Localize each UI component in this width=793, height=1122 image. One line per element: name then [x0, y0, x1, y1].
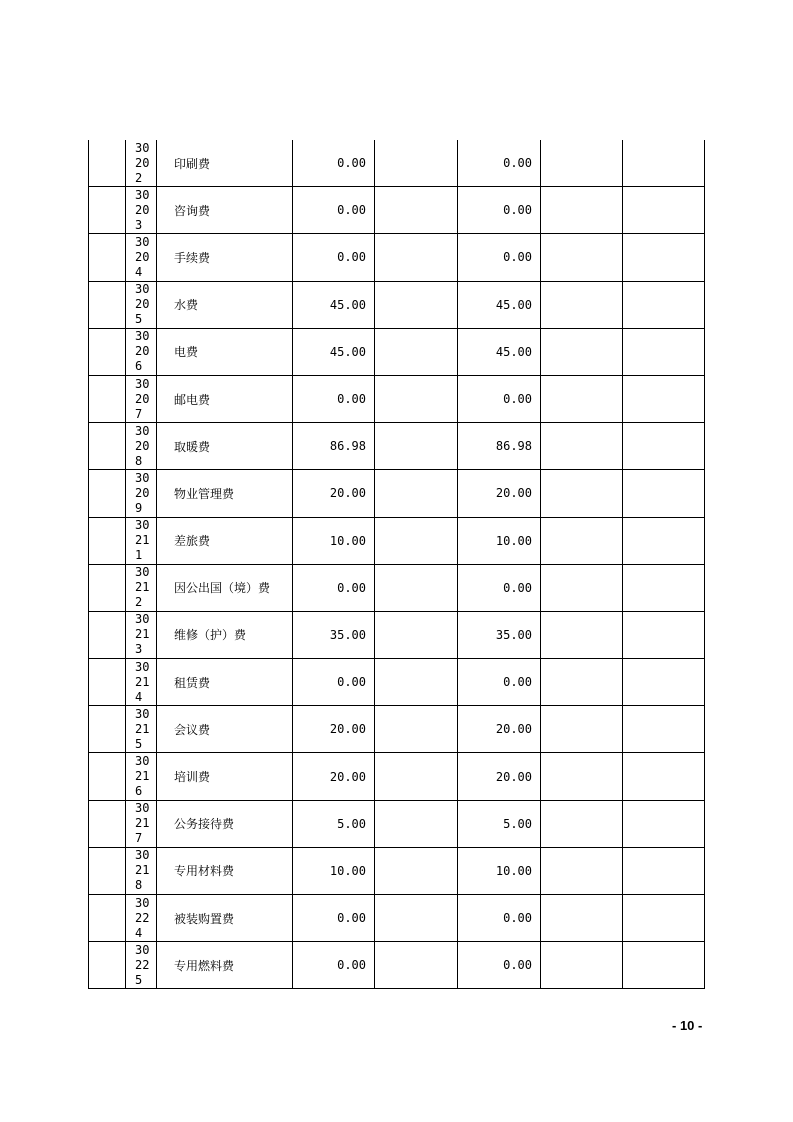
code-cell — [126, 847, 157, 894]
item-name-cell: 物业管理费 — [157, 470, 293, 517]
amount-total-cell: 0.00 — [293, 375, 375, 422]
code-line: 30 — [135, 518, 150, 533]
blank-cell — [89, 423, 126, 470]
empty-cell — [375, 140, 458, 187]
blank-cell — [89, 470, 126, 517]
table-row — [89, 140, 705, 187]
blank-cell — [89, 800, 126, 847]
code-line: 2 — [135, 595, 143, 610]
code-line: 30 — [135, 848, 150, 863]
amount-basic-cell: 0.00 — [458, 564, 541, 611]
amount-total-cell: 45.00 — [293, 281, 375, 328]
empty-cell — [623, 375, 705, 422]
table-row — [89, 800, 705, 847]
code-cell — [126, 895, 157, 942]
code-line: 21 — [135, 769, 150, 784]
empty-cell — [623, 423, 705, 470]
amount-total-cell: 0.00 — [293, 187, 375, 234]
empty-cell — [623, 234, 705, 281]
empty-cell — [623, 328, 705, 375]
empty-cell — [623, 706, 705, 753]
code-line: 4 — [135, 689, 143, 704]
amount-basic-cell: 0.00 — [458, 140, 541, 187]
code-line: 30 — [135, 706, 150, 721]
code-cell — [126, 517, 157, 564]
table-row — [89, 187, 705, 234]
code-line: 5 — [135, 312, 143, 327]
amount-total-cell: 0.00 — [293, 140, 375, 187]
empty-cell — [623, 753, 705, 800]
amount-basic-cell: 0.00 — [458, 942, 541, 989]
empty-cell — [375, 753, 458, 800]
empty-cell — [541, 187, 623, 234]
code-cell — [126, 234, 157, 281]
empty-cell — [541, 328, 623, 375]
code-line: 21 — [135, 533, 150, 548]
empty-cell — [541, 423, 623, 470]
blank-cell — [89, 706, 126, 753]
amount-basic-cell: 86.98 — [458, 423, 541, 470]
empty-cell — [375, 800, 458, 847]
table-row — [89, 517, 705, 564]
item-name-cell: 邮电费 — [157, 375, 293, 422]
amount-basic-cell: 0.00 — [458, 375, 541, 422]
code-cell — [126, 375, 157, 422]
empty-cell — [375, 706, 458, 753]
empty-cell — [623, 800, 705, 847]
code-line: 30 — [135, 187, 150, 202]
amount-basic-cell: 20.00 — [458, 706, 541, 753]
blank-cell — [89, 140, 126, 187]
empty-cell — [623, 517, 705, 564]
blank-cell — [89, 564, 126, 611]
empty-cell — [375, 659, 458, 706]
amount-basic-cell: 0.00 — [458, 659, 541, 706]
amount-total-cell: 35.00 — [293, 611, 375, 658]
item-name-cell: 水费 — [157, 281, 293, 328]
code-line: 5 — [135, 972, 143, 987]
empty-cell — [375, 234, 458, 281]
code-cell — [126, 753, 157, 800]
empty-cell — [541, 753, 623, 800]
blank-cell — [89, 847, 126, 894]
amount-total-cell: 20.00 — [293, 753, 375, 800]
code-line: 30 — [135, 659, 150, 674]
code-line: 30 — [135, 942, 150, 957]
table-body — [89, 140, 705, 989]
amount-total-cell: 20.00 — [293, 706, 375, 753]
code-cell — [126, 423, 157, 470]
code-line: 8 — [135, 878, 143, 893]
code-line: 2 — [135, 170, 143, 185]
amount-basic-cell: 20.00 — [458, 470, 541, 517]
item-name-cell: 维修（护）费 — [157, 611, 293, 658]
empty-cell — [623, 470, 705, 517]
code-line: 30 — [135, 801, 150, 816]
amount-basic-cell: 45.00 — [458, 281, 541, 328]
code-line: 20 — [135, 344, 150, 359]
empty-cell — [541, 611, 623, 658]
code-line: 30 — [135, 234, 150, 249]
empty-cell — [541, 659, 623, 706]
code-line: 21 — [135, 580, 150, 595]
table-row — [89, 564, 705, 611]
blank-cell — [89, 234, 126, 281]
empty-cell — [375, 375, 458, 422]
table-row — [89, 423, 705, 470]
code-cell — [126, 187, 157, 234]
empty-cell — [541, 564, 623, 611]
code-line: 30 — [135, 470, 150, 485]
table-row — [89, 328, 705, 375]
blank-cell — [89, 611, 126, 658]
blank-cell — [89, 659, 126, 706]
code-cell — [126, 800, 157, 847]
code-line: 4 — [135, 264, 143, 279]
item-name-cell: 取暖费 — [157, 423, 293, 470]
code-line: 5 — [135, 736, 143, 751]
code-cell — [126, 611, 157, 658]
amount-basic-cell: 0.00 — [458, 234, 541, 281]
code-cell — [126, 564, 157, 611]
blank-cell — [89, 328, 126, 375]
empty-cell — [541, 517, 623, 564]
amount-basic-cell: 20.00 — [458, 753, 541, 800]
blank-cell — [89, 187, 126, 234]
amount-total-cell: 5.00 — [293, 800, 375, 847]
code-line: 21 — [135, 863, 150, 878]
empty-cell — [375, 895, 458, 942]
amount-total-cell: 0.00 — [293, 895, 375, 942]
code-line: 20 — [135, 297, 150, 312]
blank-cell — [89, 281, 126, 328]
amount-total-cell: 0.00 — [293, 564, 375, 611]
table-row — [89, 847, 705, 894]
code-line: 6 — [135, 784, 143, 799]
code-line: 22 — [135, 910, 150, 925]
item-name-cell: 电费 — [157, 328, 293, 375]
empty-cell — [623, 847, 705, 894]
table-row — [89, 375, 705, 422]
code-line: 30 — [135, 329, 150, 344]
empty-cell — [375, 423, 458, 470]
empty-cell — [541, 281, 623, 328]
amount-total-cell: 10.00 — [293, 847, 375, 894]
empty-cell — [541, 234, 623, 281]
code-line: 20 — [135, 249, 150, 264]
empty-cell — [623, 281, 705, 328]
budget-table — [88, 140, 705, 989]
amount-total-cell: 10.00 — [293, 517, 375, 564]
table-row — [89, 611, 705, 658]
code-line: 3 — [135, 217, 143, 232]
amount-basic-cell: 35.00 — [458, 611, 541, 658]
empty-cell — [375, 564, 458, 611]
empty-cell — [375, 470, 458, 517]
code-cell — [126, 140, 157, 187]
code-line: 30 — [135, 895, 150, 910]
table-row — [89, 281, 705, 328]
item-name-cell: 公务接待费 — [157, 800, 293, 847]
blank-cell — [89, 375, 126, 422]
code-line: 20 — [135, 202, 150, 217]
empty-cell — [623, 140, 705, 187]
code-line: 7 — [135, 831, 143, 846]
empty-cell — [541, 895, 623, 942]
empty-cell — [541, 140, 623, 187]
code-line: 30 — [135, 140, 150, 155]
code-line: 6 — [135, 359, 143, 374]
code-line: 7 — [135, 406, 143, 421]
item-name-cell: 培训费 — [157, 753, 293, 800]
empty-cell — [623, 942, 705, 989]
page-number: - 10 - — [672, 1018, 703, 1033]
amount-basic-cell: 10.00 — [458, 517, 541, 564]
item-name-cell: 印刷费 — [157, 140, 293, 187]
code-line: 22 — [135, 957, 150, 972]
code-line: 21 — [135, 674, 150, 689]
code-line: 30 — [135, 282, 150, 297]
blank-cell — [89, 753, 126, 800]
code-line: 4 — [135, 925, 143, 940]
item-name-cell: 咨询费 — [157, 187, 293, 234]
empty-cell — [541, 706, 623, 753]
code-cell — [126, 470, 157, 517]
amount-total-cell: 45.00 — [293, 328, 375, 375]
empty-cell — [623, 564, 705, 611]
table-row — [89, 706, 705, 753]
code-line: 30 — [135, 612, 150, 627]
empty-cell — [375, 187, 458, 234]
code-line: 20 — [135, 485, 150, 500]
amount-total-cell: 0.00 — [293, 659, 375, 706]
code-cell — [126, 281, 157, 328]
empty-cell — [541, 800, 623, 847]
code-line: 9 — [135, 500, 143, 515]
item-name-cell: 差旅费 — [157, 517, 293, 564]
code-cell — [126, 706, 157, 753]
code-line: 20 — [135, 391, 150, 406]
code-line: 30 — [135, 754, 150, 769]
empty-cell — [623, 659, 705, 706]
empty-cell — [623, 611, 705, 658]
code-cell — [126, 659, 157, 706]
item-name-cell: 被装购置费 — [157, 895, 293, 942]
amount-basic-cell: 10.00 — [458, 847, 541, 894]
code-line: 21 — [135, 627, 150, 642]
item-name-cell: 因公出国（境）费 — [157, 564, 293, 611]
code-line: 3 — [135, 642, 143, 657]
empty-cell — [541, 942, 623, 989]
code-line: 20 — [135, 155, 150, 170]
amount-total-cell: 0.00 — [293, 942, 375, 989]
empty-cell — [623, 895, 705, 942]
empty-cell — [375, 281, 458, 328]
code-cell — [126, 328, 157, 375]
table-row — [89, 659, 705, 706]
code-line: 30 — [135, 565, 150, 580]
code-line: 1 — [135, 548, 143, 563]
table-row — [89, 753, 705, 800]
item-name-cell: 专用材料费 — [157, 847, 293, 894]
item-name-cell: 租赁费 — [157, 659, 293, 706]
amount-total-cell: 0.00 — [293, 234, 375, 281]
item-name-cell: 专用燃料费 — [157, 942, 293, 989]
empty-cell — [375, 942, 458, 989]
empty-cell — [375, 847, 458, 894]
code-line: 20 — [135, 438, 150, 453]
blank-cell — [89, 942, 126, 989]
empty-cell — [623, 187, 705, 234]
empty-cell — [541, 375, 623, 422]
table-row — [89, 470, 705, 517]
code-line: 8 — [135, 453, 143, 468]
amount-total-cell: 20.00 — [293, 470, 375, 517]
code-line: 21 — [135, 721, 150, 736]
amount-basic-cell: 0.00 — [458, 187, 541, 234]
table-row — [89, 234, 705, 281]
blank-cell — [89, 517, 126, 564]
code-line: 30 — [135, 376, 150, 391]
item-name-cell: 手续费 — [157, 234, 293, 281]
table-row — [89, 942, 705, 989]
code-line: 21 — [135, 816, 150, 831]
blank-cell — [89, 895, 126, 942]
empty-cell — [375, 517, 458, 564]
amount-basic-cell: 45.00 — [458, 328, 541, 375]
item-name-cell: 会议费 — [157, 706, 293, 753]
amount-basic-cell: 5.00 — [458, 800, 541, 847]
code-line: 30 — [135, 423, 150, 438]
amount-total-cell: 86.98 — [293, 423, 375, 470]
table-row — [89, 895, 705, 942]
empty-cell — [541, 847, 623, 894]
empty-cell — [541, 470, 623, 517]
amount-basic-cell: 0.00 — [458, 895, 541, 942]
code-cell — [126, 942, 157, 989]
empty-cell — [375, 328, 458, 375]
empty-cell — [375, 611, 458, 658]
